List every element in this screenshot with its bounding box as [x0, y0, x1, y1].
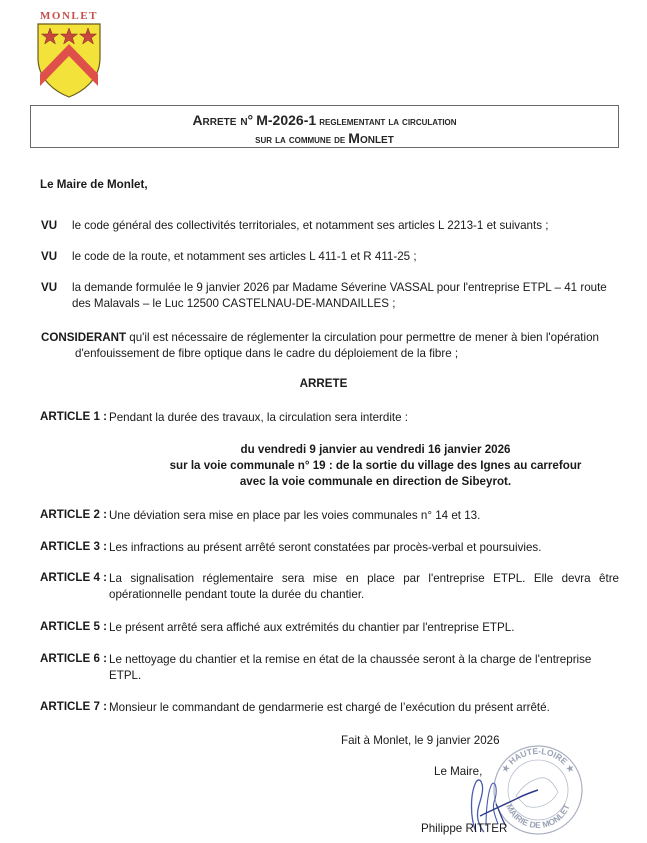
municipal-crest	[34, 10, 104, 100]
article-label: ARTICLE 7 :	[40, 700, 107, 713]
vu-label: VU	[41, 219, 58, 232]
stamp-bottom-text: MAIRIE DE MONLET	[504, 802, 572, 830]
title-line-2	[31, 130, 618, 146]
article-text: Monsieur le commandant de gendarmerie est chargé de l’exécution du présent arrêté.	[109, 701, 550, 714]
article-label: ARTICLE 2 :	[40, 508, 107, 521]
vu-label: VU	[41, 281, 58, 294]
crest-name: MONLET	[40, 10, 98, 22]
article-label: ARTICLE 3 :	[40, 540, 107, 553]
article-text: Les infractions au présent arrêté seront constatées par procès-verbal et poursuivies.	[109, 541, 542, 554]
title-line-1	[31, 112, 618, 128]
document-title-box	[30, 105, 619, 148]
article-detail-dates: du vendredi 9 janvier au vendredi 16 janvier 2026	[240, 443, 511, 456]
article-label: ARTICLE 1 :	[40, 410, 107, 423]
vu-text: le code de la route, et notamment ses articles L 411-1 et R 411-25 ;	[72, 250, 417, 263]
article-detail-direction: avec la voie communale en direction de Sibeyrot.	[239, 475, 512, 488]
opening-line: Le Maire de Monlet,	[40, 178, 148, 191]
considerant-text-line-2: d'enfouissement de fibre optique dans le cadre du déploiement de la fibre ;	[75, 347, 459, 360]
vu-text-line-2: des Malavals – le Luc 12500 CASTELNAU-DE-MANDAILLES ;	[72, 297, 396, 310]
article-label: ARTICLE 5 :	[40, 620, 107, 633]
article-detail-road: sur la voie communale n° 19 : de la sortie du village des Ignes au carrefour	[169, 459, 582, 472]
article-text: Le présent arrêté sera affiché aux extrémités du chantier par l'entreprise ETPL.	[109, 621, 515, 634]
title-line2-prefix: sur la commune de	[255, 134, 346, 146]
signatory-name: Philippe RITTER	[421, 822, 508, 835]
commune-name: Monlet	[348, 130, 394, 146]
vu-label: VU	[41, 250, 58, 263]
article-text: Une déviation sera mise en place par les voies communales n° 14 et 13.	[109, 509, 481, 522]
considerant-label: CONSIDERANT	[41, 331, 127, 344]
vu-text-line-1: la demande formulée le 9 janvier 2026 par Madame Séverine VASSAL pour l'entreprise ETPL – 41 route	[72, 281, 607, 294]
considerant-text: qu'il est nécessaire de réglementer la circulation pour permettre de mener à bien l'opération	[129, 331, 599, 344]
title-subject: reglementant la circulation	[319, 116, 457, 128]
arrete-heading: ARRETE	[299, 377, 348, 390]
article-label: ARTICLE 4 :	[40, 571, 107, 584]
article-label: ARTICLE 6 :	[40, 652, 107, 665]
article-text: La signalisation réglementaire sera mise en place par l'entreprise ETPL. Elle devra être opérationnelle pendant toute la durée du chantier.	[109, 572, 619, 601]
considerant-line-1	[41, 331, 599, 344]
stamp-top-text: ★ HAUTE-LOIRE ★	[499, 745, 577, 775]
article-text: Pendant la durée des travaux, la circulation sera interdite :	[109, 411, 409, 424]
signatory-title: Le Maire,	[434, 765, 483, 778]
title-prefix: Arrete n°	[192, 112, 254, 128]
decree-number: M-2026-1	[256, 112, 317, 128]
place-and-date: Fait à Monlet, le 9 janvier 2026	[341, 734, 500, 747]
article-text: Le nettoyage du chantier et la remise en état de la chaussée seront à la charge de l'entreprise ETPL.	[109, 653, 592, 682]
vu-text: le code général des collectivités territoriales, et notamment ses articles L 2213-1 et suivants ;	[72, 219, 549, 232]
coat-of-arms-icon	[36, 22, 102, 98]
